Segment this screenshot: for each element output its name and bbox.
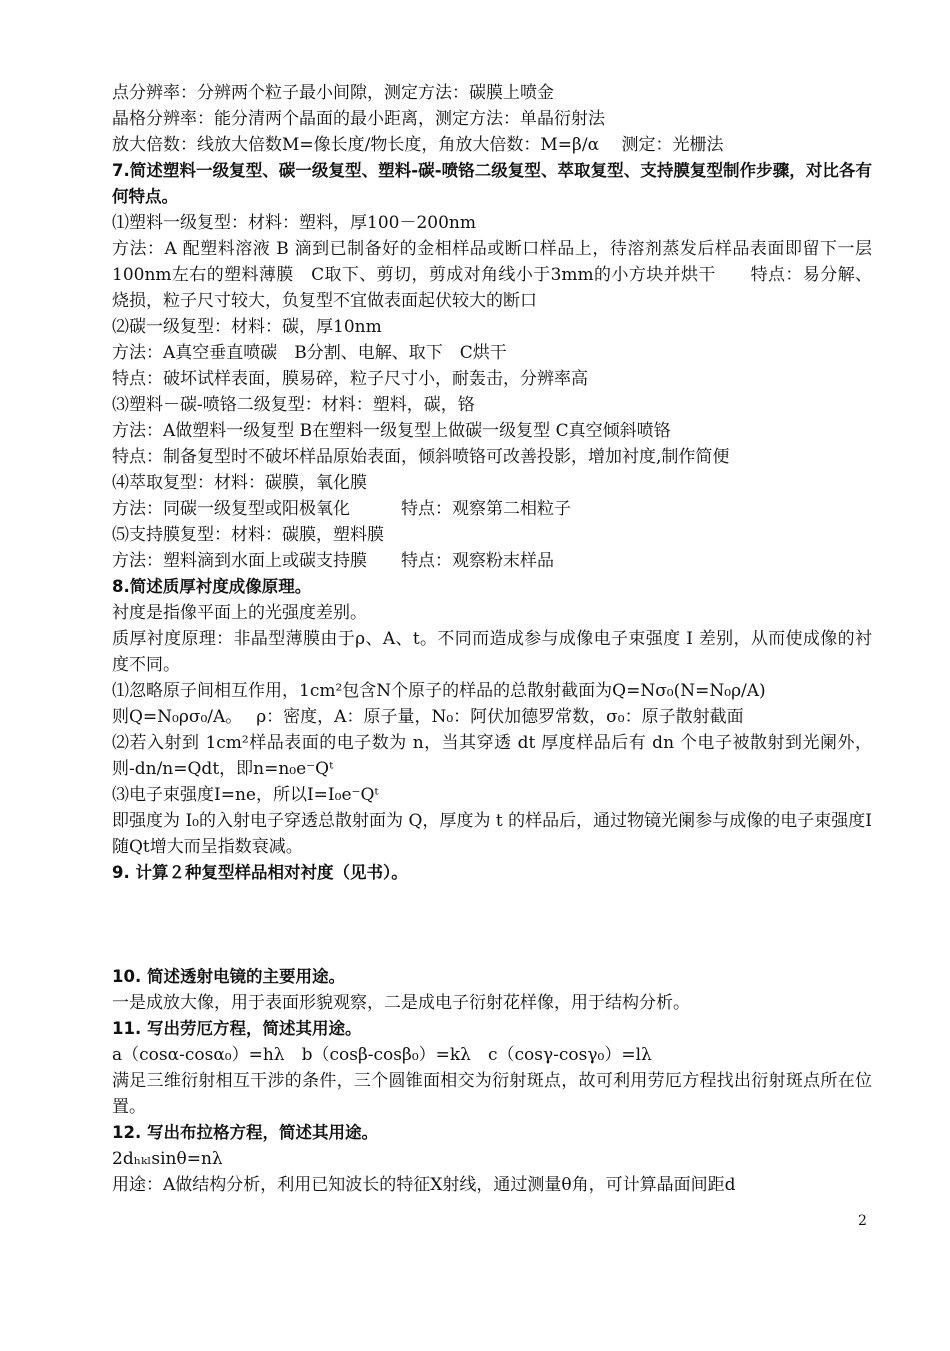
plastic-replica-method: 方法：A 配塑料溶液 B 滴到已制备好的金相样品或断口样品上，待溶剂蒸发后样品表面即留下一层100nm左右的塑料薄膜 C取下、剪切，剪成对角线小于3mm的小方块并烘干 特点：易分解、烧损，粒子尺寸较大，负复型不宜做表面起伏较大的断口 (112, 239, 872, 311)
two-stage-replica-material: ⑶塑料－碳-喷铬二级复型：材料：塑料，碳，铬 (112, 395, 475, 415)
extraction-replica-material: ⑷萃取复型：材料：碳膜，氧化膜 (112, 473, 367, 493)
two-stage-replica-method: 方法：A做塑料一级复型 B在塑料一级复型上做碳一级复型 C真空倾斜喷铬 (112, 421, 671, 441)
question-12-heading: 12. 写出布拉格方程，简述其用途。 (112, 1123, 378, 1142)
page-number: 2 (858, 1213, 867, 1229)
carbon-replica-material: ⑵碳一级复型：材料：碳，厚10nm (112, 317, 382, 337)
mass-thickness-principle: 质厚衬度原理：非晶型薄膜由于ρ、A、t。不同而造成参与成像电子束强度 I 差别，从而使成像的衬度不同。 (112, 629, 872, 675)
blank-space (112, 886, 872, 964)
support-film-replica-material: ⑸支持膜复型：材料：碳膜，塑料膜 (112, 525, 384, 545)
beam-intensity-line: ⑶电子束强度I=ne，所以I=I₀e⁻Qᵗ (112, 785, 379, 805)
tem-uses-answer: 一是成放大像，用于表面形貌观察，二是成电子衍射花样像，用于结构分析。 (112, 993, 690, 1013)
laue-equations: a（cosα-cosα₀）=hλ b（cosβ-cosβ₀）=kλ c（cosγ-cosγ₀）=lλ (112, 1045, 652, 1065)
question-9-heading: 9. 计算２种复型样品相对衬度（见书）。 (112, 863, 408, 882)
carbon-replica-feature: 特点：破坏试样表面，膜易碎，粒子尺寸小，耐轰击，分辨率高 (112, 369, 588, 389)
question-10-heading: 10. 简述透射电镜的主要用途。 (112, 967, 345, 986)
intensity-decay-paragraph: 即强度为 I₀的入射电子穿透总散射面为 Q，厚度为 t 的样品后，通过物镜光阑参与成像的电子束强度I随Qt增大而呈指数衰减。 (112, 811, 872, 857)
carbon-replica-method: 方法：A真空垂直喷碳 B分割、电解、取下 C烘干 (112, 343, 507, 363)
contrast-definition: 衬度是指像平面上的光强度差别。 (112, 603, 367, 623)
lattice-resolution-line: 晶格分辨率：能分清两个晶面的最小距离，测定方法：单晶衍射法 (112, 109, 605, 129)
two-stage-replica-feature: 特点：制备复型时不破坏样品原始表面，倾斜喷铬可改善投影，增加衬度,制作简便 (112, 447, 730, 467)
extraction-replica-method: 方法：同碳一级复型或阳极氧化 特点：观察第二相粒子 (112, 499, 571, 519)
magnification-line: 放大倍数：线放大倍数M=像长度/物长度，角放大倍数：M=β/α 测定：光栅法 (112, 135, 724, 155)
point-resolution-line: 点分辨率：分辨两个粒子最小间隙，测定方法：碳膜上喷金 (112, 83, 554, 103)
question-7-heading: 7.简述塑料一级复型、碳一级复型、塑料-碳-喷铬二级复型、萃取复型、支持膜复型制作步骤，对比各有何特点。 (112, 161, 872, 206)
question-8-heading: 8.简述质厚衬度成像原理。 (112, 577, 312, 596)
question-11-heading: 11. 写出劳厄方程，简述其用途。 (112, 1019, 362, 1038)
document-body (112, 80, 872, 1198)
bragg-uses-answer: 用途：A做结构分析，利用已知波长的特征X射线，通过测量θ角，可计算晶面间距d (112, 1175, 736, 1195)
scattering-cross-section-line: ⑴忽略原子间相互作用，1cm²包含N个原子的样品的总散射截面为Q=Nσ₀(N=N₀ρ/A) (112, 681, 766, 701)
bragg-equation: 2dₕₖₗsinθ=nλ (112, 1149, 223, 1169)
electron-scattering-line: ⑵若入射到 1cm²样品表面的电子数为 n，当其穿透 dt 厚度样品后有 dn 个电子被散射到光阑外，则-dn/n=Qdt，即n=n₀e⁻Qᵗ (112, 733, 872, 779)
scattering-definitions-line: 则Q=N₀ρσ₀/A。 ρ：密度，A：原子量，N₀：阿伏加德罗常数，σ₀：原子散射截面 (112, 707, 744, 727)
plastic-replica-material: ⑴塑料一级复型：材料：塑料，厚100－200nm (112, 213, 476, 233)
laue-uses-answer: 满足三维衍射相互干涉的条件，三个圆锥面相交为衍射斑点，故可利用劳厄方程找出衍射斑点所在位置。 (112, 1071, 872, 1117)
support-film-replica-method: 方法：塑料滴到水面上或碳支持膜 特点：观察粉末样品 (112, 551, 554, 571)
